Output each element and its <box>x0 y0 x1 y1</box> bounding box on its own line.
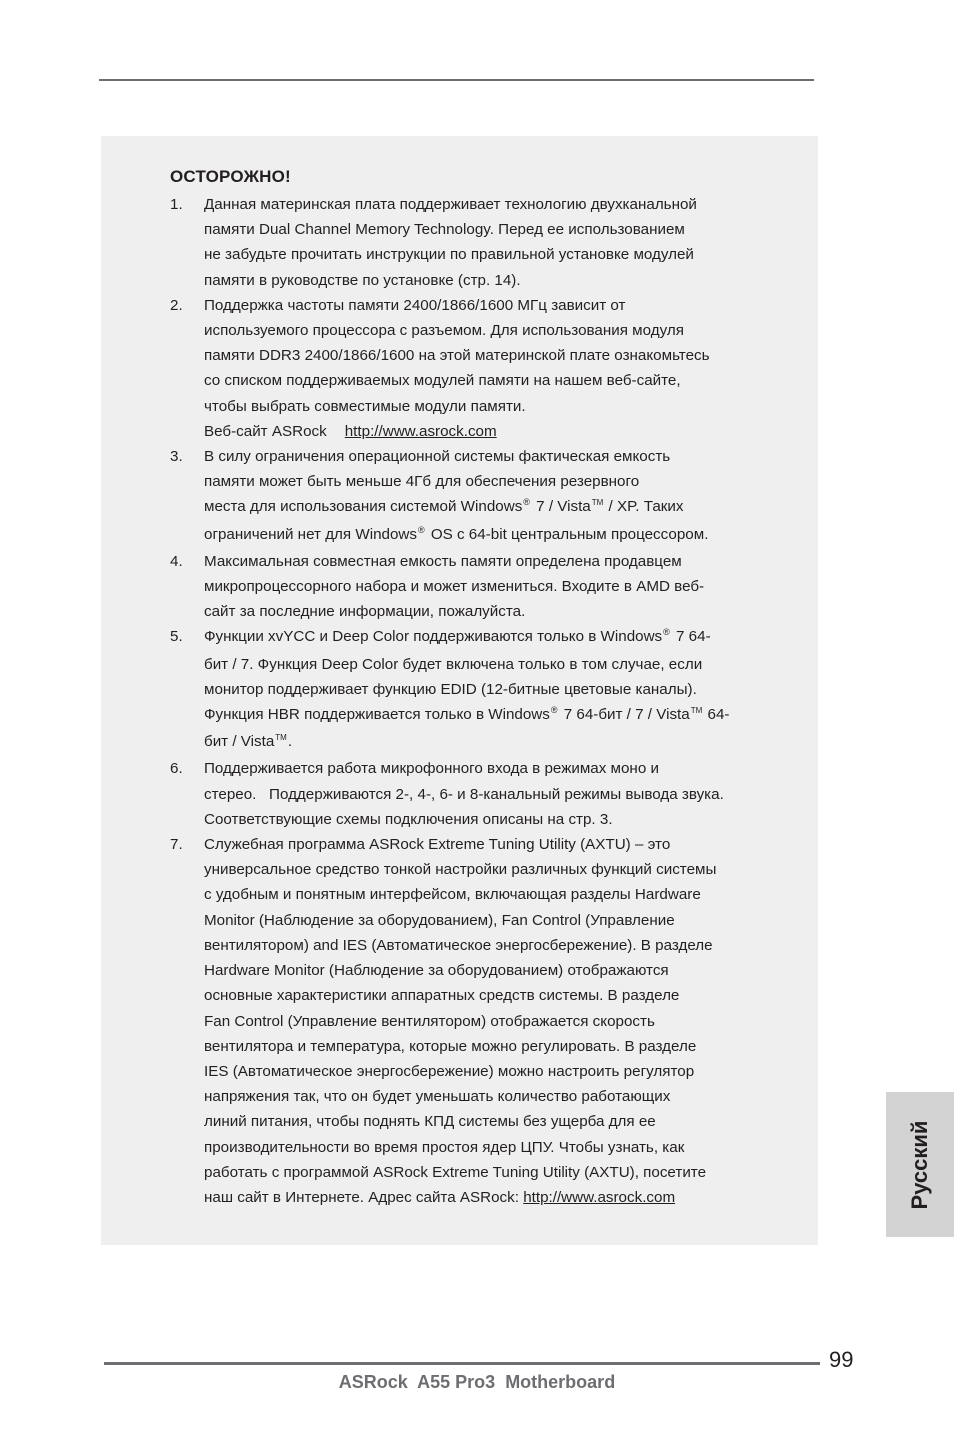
note-5 <box>170 624 790 756</box>
note-line: Соответствующие схемы подключения описаны на стр. 3. <box>204 810 613 828</box>
note-line: IES (Автоматическое энергосбережение) можно настроить регулятор <box>204 1062 695 1080</box>
note-line: памяти DDR3 2400/1866/1600 на этой материнской плате ознакомьтесь <box>204 347 710 365</box>
website-line <box>204 419 790 444</box>
note-line: линий питания, чтобы поднять КПД системы без ущерба для ее <box>204 1113 656 1131</box>
note-number: 4. <box>170 552 183 570</box>
note-line: универсальное средство тонкой настройки различных функций системы <box>204 861 717 879</box>
registered-mark: ® <box>663 627 670 638</box>
note-text: Функция HBR поддерживается только в Windows <box>204 706 550 724</box>
note-line: Максимальная совместная емкость памяти определена продавцем <box>204 552 682 570</box>
registered-mark: ® <box>523 497 530 508</box>
note-line: Служебная программа ASRock Extreme Tuning Utility (AXTU) – это <box>204 836 671 854</box>
asrock-website-link[interactable]: http://www.asrock.com <box>344 422 497 440</box>
note-line: не забудьте прочитать инструкции по правильной установке модулей <box>204 246 694 264</box>
trademark-mark: TM <box>591 498 604 508</box>
note-line: микропроцессорного набора и может измениться. Входите в AMD веб- <box>204 578 705 596</box>
note-line: памяти в руководстве по установке (стр. 14). <box>204 271 521 289</box>
note-line: монитор поддерживает функцию EDID (12-битные цветовые каналы). <box>204 680 697 698</box>
note-line: Hardware Monitor (Наблюдение за оборудованием) отображаются <box>204 962 669 980</box>
note-line <box>204 729 790 756</box>
note-line <box>204 522 790 549</box>
note-text: / XP. Таких <box>604 498 684 516</box>
note-1 <box>170 192 790 293</box>
note-line: В силу ограничения операционной системы фактическая емкость <box>204 448 671 466</box>
asrock-website-link[interactable]: http://www.asrock.com <box>523 1188 676 1206</box>
note-line: чтобы выбрать совместимые модули памяти. <box>204 397 526 415</box>
language-tab-label: Русский <box>907 1120 932 1209</box>
note-line: производительности во время простоя ядер ЦПУ. Чтобы узнать, как <box>204 1138 685 1156</box>
note-line <box>204 494 790 521</box>
note-line: памяти может быть меньше 4Гб для обеспечения резервного <box>204 473 640 491</box>
registered-mark: ® <box>550 705 558 716</box>
note-line: с удобным и понятным интерфейсом, включающая разделы Hardware <box>204 886 701 904</box>
trademark-mark: TM <box>275 733 287 743</box>
note-text: 7 / Vista <box>531 498 591 516</box>
note-line <box>204 624 790 651</box>
note-text: OS с 64-bit центральным процессором. <box>426 525 709 543</box>
registered-mark: ® <box>417 524 425 535</box>
note-4 <box>170 549 790 625</box>
page-number: 99 <box>829 1347 854 1372</box>
note-line: стерео. Поддерживаются 2-, 4-, 6- и 8-канальный режимы вывода звука. <box>204 785 724 803</box>
note-text: 64- <box>703 706 730 724</box>
note-line <box>204 702 790 729</box>
note-3 <box>170 444 790 549</box>
bottom-rule <box>104 1362 820 1365</box>
note-text: . <box>287 733 293 751</box>
note-text: 7 64- <box>671 628 711 646</box>
language-tab <box>886 1092 954 1237</box>
note-line: Monitor (Наблюдение за оборудованием), Fan Control (Управление <box>204 911 675 929</box>
note-line: Fan Control (Управление вентилятором) отображается скорость <box>204 1012 655 1030</box>
footer-title: ASRock A55 Pro3 Motherboard <box>338 1372 616 1392</box>
note-number: 7. <box>170 836 183 854</box>
note-line: работать с программой ASRock Extreme Tuning Utility (AXTU), посетите <box>204 1163 707 1181</box>
note-number: 1. <box>170 196 183 213</box>
note-line: Поддержка частоты памяти 2400/1866/1600 МГц зависит от <box>204 296 626 314</box>
note-text: бит / Vista <box>204 733 275 751</box>
note-line: вентилятором) and IES (Автоматическое энергосбережение). В разделе <box>204 936 713 954</box>
note-line: Данная материнская плата поддерживает технологию двухканальной <box>204 196 697 213</box>
note-line: сайт за последние информации, пожалуйста. <box>204 603 526 621</box>
note-6 <box>170 756 790 832</box>
caution-heading: ОСТОРОЖНО! <box>170 167 291 186</box>
note-line: памяти Dual Channel Memory Technology. Перед ее использованием <box>204 221 685 239</box>
note-number: 3. <box>170 448 183 466</box>
note-text: места для использования системой Windows <box>204 498 523 516</box>
trademark-mark: TM <box>690 706 703 716</box>
note-line: со списком поддерживаемых модулей памяти на нашем веб-сайте, <box>204 372 681 390</box>
note-line: напряжения так, что он будет уменьшать количество работающих <box>204 1088 671 1106</box>
note-line: бит / 7. Функция Deep Color будет включена только в том случае, если <box>204 655 703 673</box>
note-line: вентилятора и температура, которые можно регулировать. В разделе <box>204 1037 697 1055</box>
caution-notes-list <box>170 192 790 1210</box>
note-line: Поддерживается работа микрофонного входа в режимах моно и <box>204 760 659 778</box>
note-text: наш сайт в Интернете. Адрес сайта ASRock: <box>204 1188 524 1206</box>
note-text: ограничений нет для Windows <box>204 525 417 543</box>
website-label: Веб-сайт ASRock <box>204 422 327 440</box>
note-text: 7 64-бит / 7 / Vista <box>559 706 690 724</box>
note-line: используемого процессора с разъемом. Для использования модуля <box>204 322 684 340</box>
note-number: 2. <box>170 296 183 314</box>
note-number: 6. <box>170 760 183 778</box>
note-text: Функции xvYCC и Deep Color поддерживаются только в Windows <box>204 628 663 646</box>
note-7 <box>170 832 790 1210</box>
note-2 <box>170 293 790 444</box>
note-line: основные характеристики аппаратных средств системы. В разделе <box>204 987 680 1005</box>
note-line <box>204 1185 790 1210</box>
note-number: 5. <box>170 628 183 646</box>
top-rule <box>99 79 814 81</box>
